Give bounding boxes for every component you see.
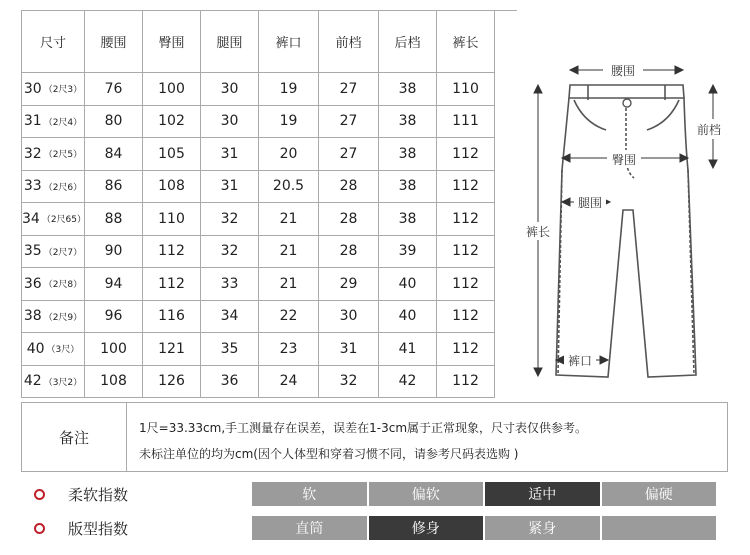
table-cell: 40 (379, 301, 437, 334)
table-cell: 27 (319, 106, 379, 139)
table-cell: 90 (85, 236, 143, 269)
size-value: 32 (23, 145, 42, 162)
fit-index (0, 516, 750, 542)
table-cell: 112 (437, 138, 495, 171)
softness-index (0, 482, 750, 508)
table-cell: 102 (143, 106, 201, 139)
table-cell: 112 (143, 268, 201, 301)
size-note: （3尺） (46, 345, 80, 356)
table-cell: 108 (85, 366, 143, 399)
note-line-2: 未标注单位的均为cm(因个人体型和穿着习惯不同，请参考尺码表选购 ) (139, 447, 519, 461)
table-cell: 31 (201, 171, 259, 204)
table-cell: 24 (259, 366, 319, 399)
table-cell: 38 (379, 106, 437, 139)
table-cell: 112 (437, 366, 495, 399)
table-cell: 32 (201, 236, 259, 269)
table-cell: 21 (259, 203, 319, 236)
size-note: （2尺7） (43, 247, 83, 258)
waist-label: 腰围 (610, 64, 636, 78)
size-note: （2尺5） (43, 150, 83, 161)
notes-title: 备注 (22, 403, 127, 471)
table-cell: 20 (259, 138, 319, 171)
size-note: （2尺8） (43, 280, 83, 291)
fit-option (602, 516, 717, 540)
bullet-icon (34, 489, 45, 500)
table-cell: 112 (437, 203, 495, 236)
table-cell: 36 (201, 366, 259, 399)
softness-option: 偏硬 (602, 482, 717, 506)
table-cell: 111 (437, 106, 495, 139)
table-cell: 112 (437, 171, 495, 204)
table-cell: 27 (319, 138, 379, 171)
table-cell: 94 (85, 268, 143, 301)
table-cell: 38 (379, 171, 437, 204)
table-cell: 31 (319, 333, 379, 366)
table-cell: 80 (85, 106, 143, 139)
notes-box (21, 402, 728, 472)
size-value: 38 (23, 308, 42, 325)
note-line-1: 1尺=33.33cm,手工测量存在误差，误差在1-3cm属于正常现象，尺寸表仅供参考。 (139, 421, 588, 435)
table-cell: 32 (201, 203, 259, 236)
table-cell: 33 (201, 268, 259, 301)
table-cell: 108 (143, 171, 201, 204)
table-cell: 30 (201, 106, 259, 139)
size-value: 33 (23, 178, 42, 195)
size-cell (22, 366, 85, 399)
hip-label: 臀围 (611, 153, 637, 167)
column-header: 裤口 (259, 11, 319, 73)
size-cell (22, 138, 85, 171)
table-cell: 110 (143, 203, 201, 236)
fit-option: 修身 (369, 516, 484, 540)
size-value: 42 (23, 373, 42, 390)
size-value: 40 (26, 340, 45, 357)
size-value: 31 (23, 113, 42, 130)
table-cell: 30 (319, 301, 379, 334)
size-table (21, 10, 517, 398)
table-cell: 22 (259, 301, 319, 334)
hem-label: 裤口 (567, 354, 593, 368)
size-note: （2尺9） (43, 312, 83, 323)
table-cell: 19 (259, 106, 319, 139)
size-cell (22, 73, 85, 106)
softness-option: 软 (252, 482, 367, 506)
table-cell: 84 (85, 138, 143, 171)
bullet-icon (34, 523, 45, 534)
table-cell: 41 (379, 333, 437, 366)
button-icon (623, 99, 631, 107)
size-note: （2尺3） (43, 85, 83, 96)
table-cell: 34 (201, 301, 259, 334)
table-cell: 28 (319, 171, 379, 204)
size-cell (22, 301, 85, 334)
table-cell: 100 (143, 73, 201, 106)
column-header: 腰围 (85, 11, 143, 73)
table-cell: 100 (85, 333, 143, 366)
size-note: （2尺6） (43, 182, 83, 193)
table-cell: 27 (319, 73, 379, 106)
table-cell: 20.5 (259, 171, 319, 204)
table-cell: 112 (437, 236, 495, 269)
size-cell (22, 333, 85, 366)
table-cell: 126 (143, 366, 201, 399)
table-cell: 42 (379, 366, 437, 399)
size-note: （2尺4） (43, 117, 83, 128)
size-note: （3尺2） (43, 377, 83, 388)
size-cell (22, 106, 85, 139)
table-cell: 112 (143, 236, 201, 269)
table-cell: 112 (437, 333, 495, 366)
size-cell (22, 236, 85, 269)
table-cell: 38 (379, 73, 437, 106)
table-cell: 28 (319, 236, 379, 269)
column-header: 裤长 (437, 11, 495, 73)
table-cell: 110 (437, 73, 495, 106)
thigh-label: 腿围 (577, 196, 603, 210)
table-cell: 21 (259, 236, 319, 269)
table-cell: 112 (437, 268, 495, 301)
size-value: 36 (23, 275, 42, 292)
column-header: 前档 (319, 11, 379, 73)
column-header: 尺寸 (22, 11, 85, 73)
fit-option: 直筒 (252, 516, 367, 540)
table-cell: 112 (437, 301, 495, 334)
size-value: 34 (22, 210, 40, 227)
size-cell (22, 203, 85, 236)
table-cell: 121 (143, 333, 201, 366)
table-cell: 96 (85, 301, 143, 334)
length-label: 裤长 (525, 225, 551, 239)
table-cell: 38 (379, 138, 437, 171)
table-cell: 31 (201, 138, 259, 171)
rise-label: 前档 (696, 123, 722, 137)
table-cell: 30 (201, 73, 259, 106)
size-cell (22, 268, 85, 301)
table-cell: 23 (259, 333, 319, 366)
table-cell: 28 (319, 203, 379, 236)
softness-option: 适中 (485, 482, 600, 506)
size-value: 30 (23, 80, 42, 97)
size-cell (22, 171, 85, 204)
fit-label: 版型指数 (68, 520, 129, 538)
table-cell: 29 (319, 268, 379, 301)
table-cell: 40 (379, 268, 437, 301)
size-value: 35 (23, 243, 42, 260)
table-cell: 39 (379, 236, 437, 269)
softness-option: 偏软 (369, 482, 484, 506)
column-header: 后档 (379, 11, 437, 73)
table-cell: 21 (259, 268, 319, 301)
table-cell: 76 (85, 73, 143, 106)
table-cell: 32 (319, 366, 379, 399)
fit-option: 紧身 (485, 516, 600, 540)
size-note: （2尺65） (41, 215, 87, 226)
softness-label: 柔软指数 (68, 486, 129, 504)
pants-outline-icon (556, 85, 696, 377)
table-cell: 88 (85, 203, 143, 236)
column-header: 腿围 (201, 11, 259, 73)
table-cell: 38 (379, 203, 437, 236)
table-cell: 19 (259, 73, 319, 106)
table-cell: 86 (85, 171, 143, 204)
table-cell: 35 (201, 333, 259, 366)
pants-diagram (508, 40, 743, 395)
table-cell: 116 (143, 301, 201, 334)
column-header: 臀围 (143, 11, 201, 73)
table-cell: 105 (143, 138, 201, 171)
